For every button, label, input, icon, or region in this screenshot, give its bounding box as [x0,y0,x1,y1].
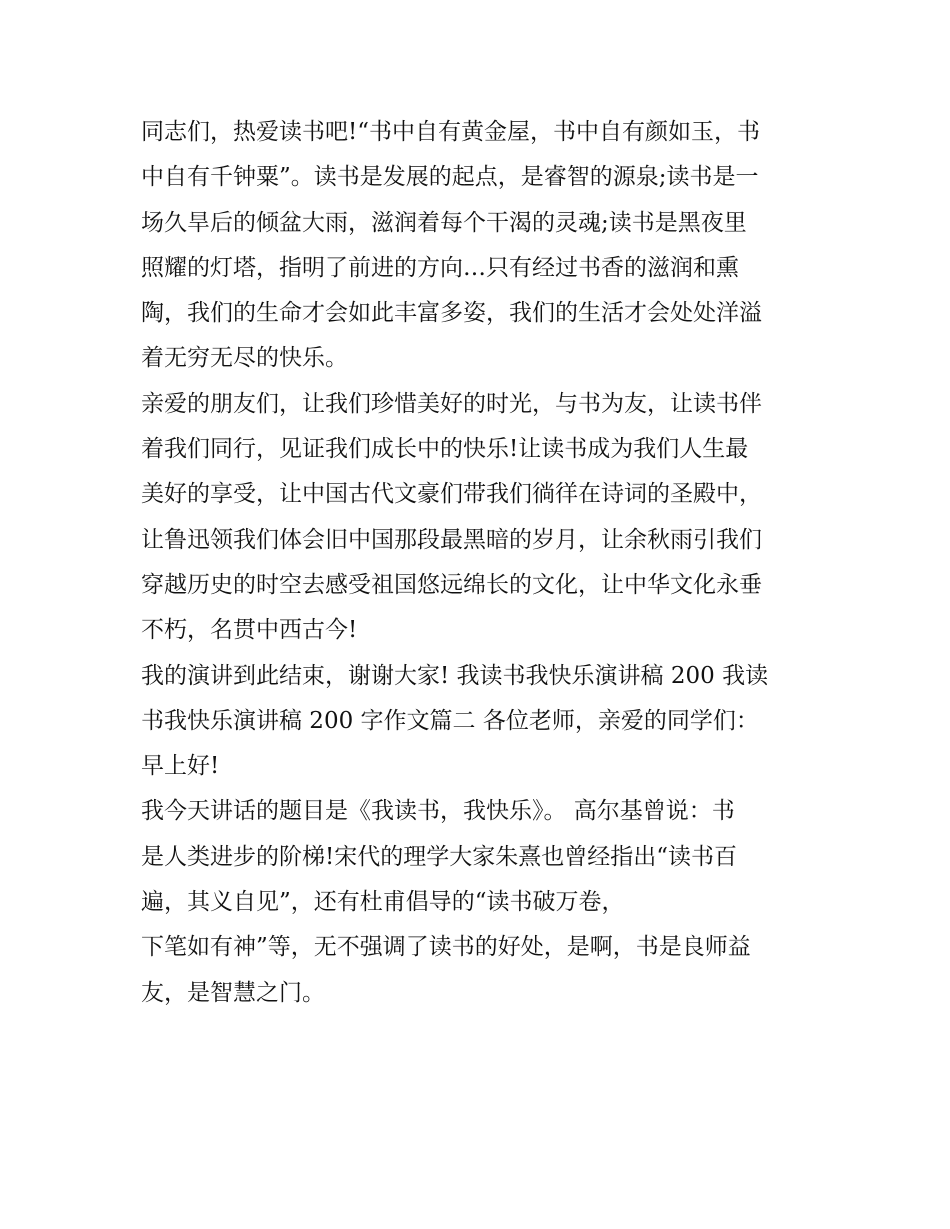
text-line: 让鲁迅领我们体会旧中国那段最黑暗的岁月，让余秋雨引我们 [141,526,762,553]
text-line: 是人类进步的阶梯!宋代的理学大家朱熹也曾经指出“读书百 [141,843,738,870]
text-line: 下笔如有神”等，无不强调了读书的好处，是啊，书是良师益 [141,934,751,961]
text-line: 友，是智慧之门。 [141,979,325,1006]
text-line: 书我快乐演讲稿 200 字作文篇二 各位老师，亲爱的同学们： [141,707,759,734]
text-line: 遍，其义自见”，还有杜甫倡导的“读书破万卷， [141,889,625,916]
text-line: 穿越历史的时空去感受祖国悠远绵长的文化，让中华文化永垂 [141,571,762,598]
text-line: 场久旱后的倾盆大雨，滋润着每个干渴的灵魂;读书是黑夜里 [141,209,747,236]
text-line: 同志们，热爱读书吧!“书中自有黄金屋，书中自有颜如玉，书 [141,119,761,145]
text-line: 不朽，名贯中西古今! [141,617,358,644]
text-line: 我今天讲话的题目是《我读书，我快乐》。 高尔基曾说：书 [141,798,735,825]
text-line: 亲爱的朋友们，让我们珍惜美好的时光，与书为友，让读书伴 [141,390,762,417]
text-line: 美好的享受，让中国古代文豪们带我们徜徉在诗词的圣殿中， [141,481,762,508]
body-text [141,110,821,1016]
text-line: 我的演讲到此结束，谢谢大家! 我读书我快乐演讲稿 200 我读 [141,662,769,689]
text-line: 早上好! [141,753,220,780]
text-line: 着无穷无尽的快乐。 [141,345,348,372]
text-line: 照耀的灯塔，指明了前进的方向…只有经过书香的滋润和熏 [141,254,739,281]
text-line: 中自有千钟粟”。读书是发展的起点，是睿智的源泉;读书是一 [141,164,759,191]
text-line: 陶，我们的生命才会如此丰富多姿，我们的生活才会处处洋溢 [141,300,762,327]
text-line: 着我们同行，见证我们成长中的快乐!让读书成为我们人生最 [141,436,749,463]
